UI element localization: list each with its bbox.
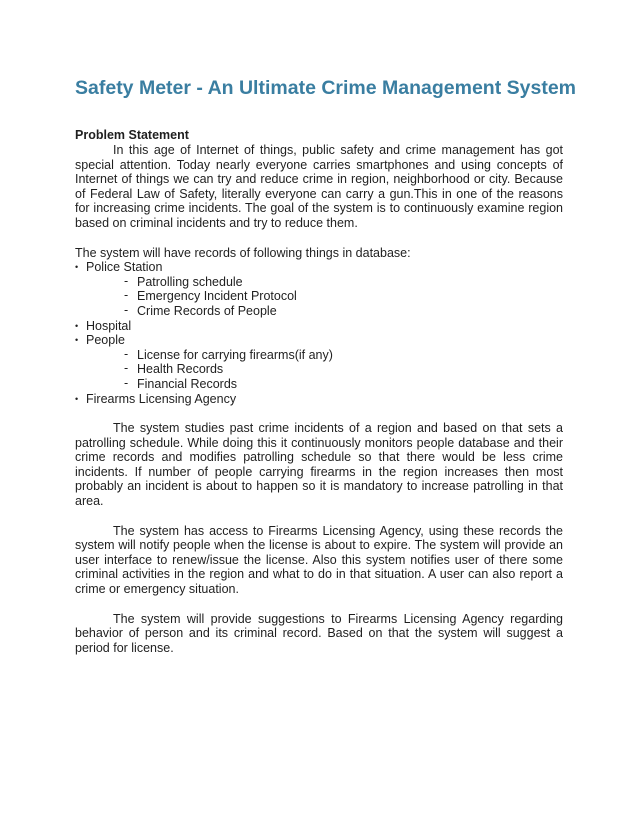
list-item bbox=[86, 377, 563, 392]
dash-icon: - bbox=[124, 302, 129, 317]
people-sublist bbox=[86, 348, 563, 392]
list-item bbox=[75, 260, 563, 275]
police-station-sublist bbox=[86, 275, 563, 319]
intro-paragraph: In this age of Internet of things, public safety and crime management has got special attention. Today nearly everyone carries smartphones and using concepts of Internet of things we can try and reduce crime in region, neighborhood or city. Because of Federal Law of Safety, literally everyone can carry a gun.This in one of the reasons for increasing crime incidents. The goal of the system is to continuously examine region based on criminal incidents and try to reduce them. bbox=[75, 143, 563, 230]
dash-icon: - bbox=[124, 346, 129, 361]
list-item-label: Health Records bbox=[137, 362, 224, 377]
problem-statement-heading: Problem Statement bbox=[75, 128, 189, 142]
list-item bbox=[86, 304, 563, 319]
dash-icon: - bbox=[124, 288, 129, 303]
list-item-label: Hospital bbox=[86, 318, 132, 333]
records-intro: The system will have records of following things in database: bbox=[75, 245, 411, 260]
list-item-label: Financial Records bbox=[137, 376, 238, 391]
document-title: Safety Meter - An Ultimate Crime Management System bbox=[75, 77, 577, 99]
document-page bbox=[75, 74, 577, 655]
list-item bbox=[75, 392, 563, 407]
dash-icon: - bbox=[124, 375, 129, 390]
list-item-label: Emergency Incident Protocol bbox=[137, 289, 297, 304]
patrolling-paragraph: The system studies past crime incidents of a region and based on that sets a patrolling schedule. While doing this it continuously monitors people database and their crime records and modifies patrolling schedule so that there would be less crime incidents. If number of people carrying firearms in the region increases then most probably an incident is about to happen so it is mandatory to increase patrolling in that area. bbox=[75, 421, 563, 509]
list-item-label: Patrolling schedule bbox=[137, 274, 243, 289]
list-item-label: People bbox=[86, 333, 125, 348]
list-item bbox=[86, 348, 563, 363]
list-item bbox=[86, 275, 563, 290]
licensing-paragraph: The system has access to Firearms Licensing Agency, using these records the system will notify people when the license is about to expire. The system will provide an user interface to renew/issue the license. Also this system notifies user of there some criminal activities in the region and what to do in that situation. A user can also report a crime or emergency situation. bbox=[75, 523, 563, 597]
list-item-label: Crime Records of People bbox=[137, 303, 277, 318]
bullet-icon: • bbox=[75, 262, 79, 273]
list-item bbox=[75, 333, 563, 348]
list-item bbox=[75, 319, 563, 334]
bullet-icon: • bbox=[75, 320, 79, 331]
bullet-icon: • bbox=[75, 335, 79, 346]
dash-icon: - bbox=[124, 273, 129, 288]
records-list bbox=[75, 260, 563, 406]
list-item bbox=[86, 289, 563, 304]
suggestions-paragraph: The system will provide suggestions to Firearms Licensing Agency regarding behavior of person and its criminal record. Based on that the system will suggest a period for license. bbox=[75, 611, 563, 655]
list-item-label: Police Station bbox=[86, 260, 163, 275]
bullet-icon: • bbox=[75, 393, 79, 404]
list-item bbox=[86, 362, 563, 377]
dash-icon: - bbox=[124, 361, 129, 376]
list-item-label: License for carrying firearms(if any) bbox=[137, 347, 333, 362]
list-item-label: Firearms Licensing Agency bbox=[86, 391, 237, 406]
